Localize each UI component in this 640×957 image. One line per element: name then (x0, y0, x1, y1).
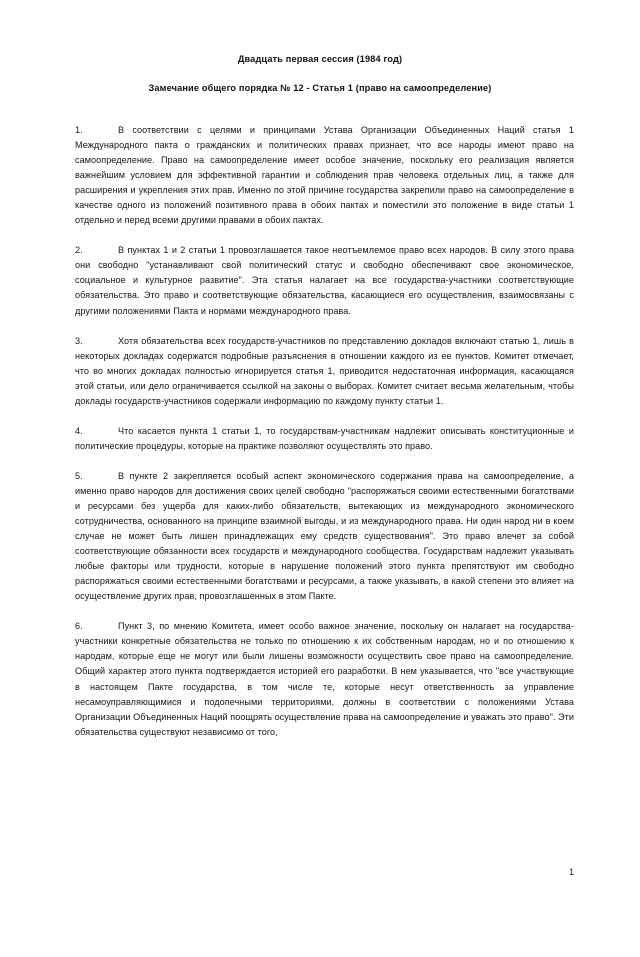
paragraph-5 (75, 469, 574, 604)
paragraph-text: В пунктах 1 и 2 статьи 1 провозглашается такое неотъемлемое право всех народов. В силу этого права они свободно "устанавливают свой политический статус и свободно обеспечивают свое экономическое, социальное и культурное развитие". Эта статья налагает на все государства-участники соответствующие обязательства. Это право и соответствующие обязательства, касающиеся его осуществления, взаимосвязаны с другими положениями Пакта и нормами международного права. (75, 245, 574, 316)
document-header (0, 52, 640, 96)
paragraph-number: 4. (75, 425, 83, 436)
paragraph-text: В пункте 2 закрепляется особый аспект экономического содержания права на самоопределение, а именно право народов для достижения своих целей свободно "распоряжаться своими естественными богатствами и ресурсами без ущерба для каких-либо обязательств, вытекающих из международного экономического сотрудничества, основанного на принципе взаимной выгоды, и из международного права. Ни один народ ни в коем случае не может быть лишен принадлежащих ему средств существования". Это право влечет за собой соответствующие обязанности всех государств и международного сообщества. Государствам надлежит указывать любые факторы или трудности, которые в нарушение положений этого пункта препятствуют им свободно распоряжаться своими естественными богатствами и ресурсами, а также указывать, в какой степени это влияет на осуществление других прав, провозглашенных в этом Пакте. (75, 470, 574, 602)
paragraph-text: Пункт 3, по мнению Комитета, имеет особо важное значение, поскольку он налагает на государства-участники конкретные обязательства не только по отношению к их собственным народам, но и по отношению к народам, которые еще не могут или были лишены возможности осуществить свое право на самоопределение. Общий характер этого пункта подтверждается историей его разработки. В нем указывается, что "все участвующие в настоящем Пакте государства, в том числе те, которые несут ответственность за управление несамоуправляющимися и подопечными территориями, должны в соответствии с положениями Устава Организации Объединенных Наций поощрять осуществление права на самоопределение и уважать это право". Эти обязательства существуют независимо от того, (75, 621, 574, 737)
paragraph-3 (75, 334, 574, 409)
page-title: Двадцать первая сессия (1984 год) (237, 54, 403, 64)
paragraph-number: 5. (75, 470, 83, 481)
paragraph-number: 2. (75, 245, 83, 256)
paragraph-text: В соответствии с целями и принципами Устава Организации Объединенных Наций статья 1 Международного пакта о гражданских и политических правах признает, что все народы имеют право на самоопределение. Право на самоопределение имеет особое значение, поскольку его реализация является важнейшим условием для эффективной гарантии и соблюдения прав человека отдельных лиц, а также для расширения и укрепления этих прав. Именно по этой причине государства закрепили право на самоопределение в качестве одного из положений позитивного права в обоих пактах и поместили это положение в виде статьи 1 отдельно и перед всеми другими правами в обоих пактах. (75, 125, 574, 226)
paragraph-number: 6. (75, 621, 83, 632)
paragraph-4 (75, 424, 574, 454)
document-body (0, 123, 640, 740)
page-number: 1 (568, 867, 574, 877)
document-page (0, 52, 640, 957)
paragraph-number: 3. (75, 335, 83, 346)
paragraph-2 (75, 243, 574, 318)
paragraph-1 (75, 123, 574, 228)
paragraph-number: 1. (75, 125, 83, 135)
page-subtitle: Замечание общего порядка № 12 - Статья 1 (право на самоопределение) (148, 83, 492, 93)
paragraph-text: Хотя обязательства всех государств-участников по представлению докладов включают статью 1, лишь в некоторых докладах содержатся подробные разъяснения в отношении каждого из ее пунктов. Комитет отмечает, что во многих докладах полностью игнорируется статья 1, приводится недостаточная информация, касающаяся этой статьи, или дело ограничивается ссылкой на законы о выборах. Комитет считает весьма желательным, чтобы доклады государств-участников содержали информацию по каждому пункту статьи 1. (75, 335, 574, 406)
paragraph-6 (75, 619, 574, 739)
paragraph-text: Что касается пункта 1 статьи 1, то государствам-участникам надлежит описывать конституционные и политические процедуры, которые на практике позволяют осуществлять это право. (75, 425, 574, 451)
